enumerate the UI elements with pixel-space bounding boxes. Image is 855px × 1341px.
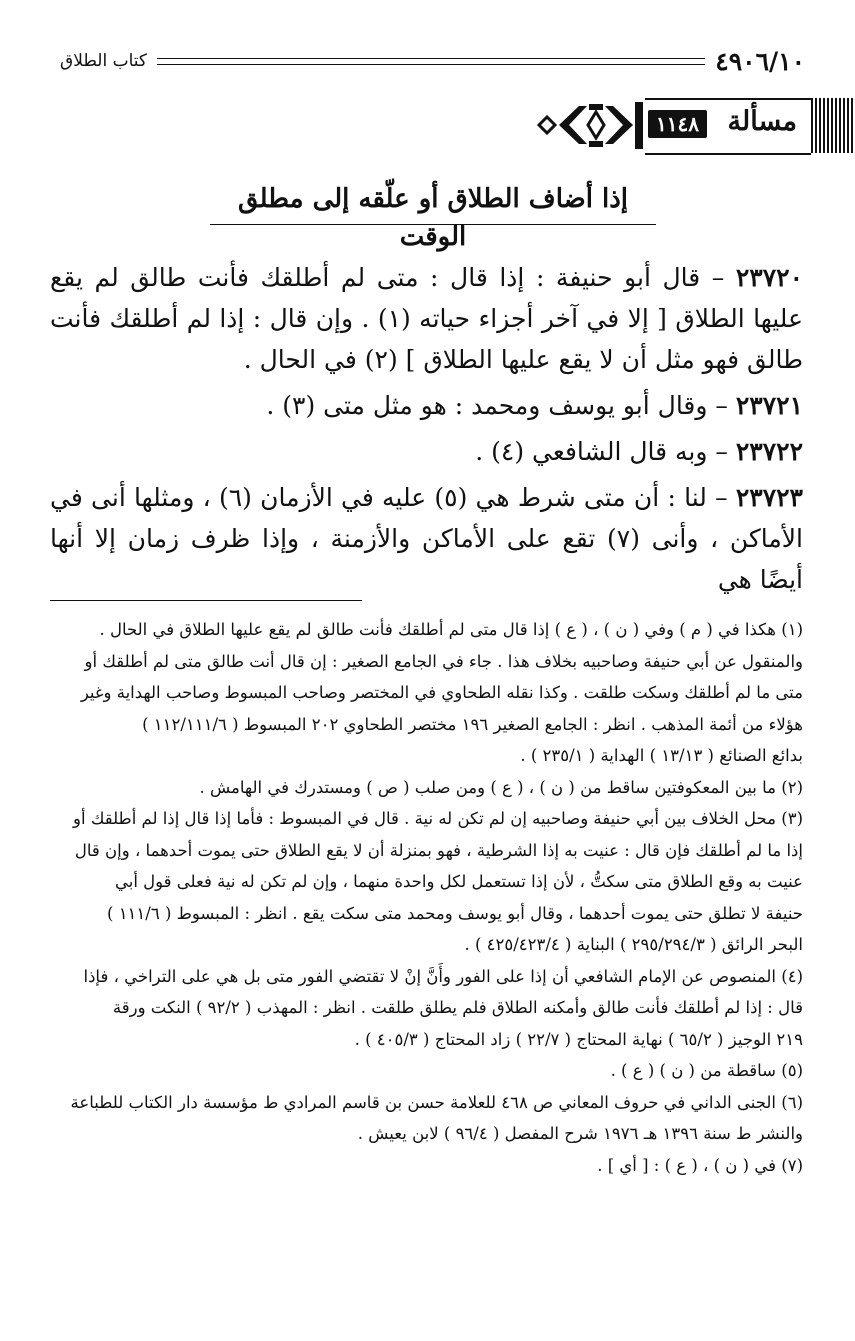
text-line: لا يقع عليها الطلاق ] (٢) في الحال . xyxy=(243,345,614,374)
footnote-line: بدائع الصنائع ( ١٣/١٣ ) الهداية ( ٢٣٥/١ ) . xyxy=(520,746,803,765)
footnote-line: (٧) في ( ن ) ، ( ع ) : [ أي ] . xyxy=(597,1155,803,1175)
text-line: – قال أبو حنيفة : إذا قال : متى لم أطلقك فأنت طالق لم يقع عليها xyxy=(50,263,804,333)
footnotes xyxy=(50,614,803,1181)
footnote-line: قال : إذا لم أطلقك فأنت طالق وأمكنه الطلاق فلم يطلق طلقت . انظر : المهذب ( ٩٢/٢ ) النكت ورقة xyxy=(112,998,803,1017)
paragraph xyxy=(50,477,803,600)
text-line: – وقال أبو يوسف ومحمد : هو مثل متى (٣) . xyxy=(266,391,728,420)
paragraph-number: ٢٣٧٢٣ xyxy=(735,483,803,512)
footnote-line: (٦) الجنى الداني في حروف المعاني ص ٤٦٨ للعلامة حسن بن قاسم المرادي ط مؤسسة دار الكتاب للطباعة xyxy=(70,1092,803,1112)
footnote-line: (٥) ساقطة من ( ن ) ( ع ) . xyxy=(610,1061,803,1080)
footnote-separator xyxy=(50,600,362,601)
footnote-line: (٣) محل الخلاف بين أبي حنيفة وصاحبيه إن لم تكن له نية . قال في المبسوط : فأما إذا قال إذا لم أطلقك أو xyxy=(73,809,803,828)
footnote-line: (٤) المنصوص عن الإمام الشافعي أن إذا على الفور وأَنَّ إنْ لا تقتضي الفور متى بل هي على التراخي ، فإذا xyxy=(83,966,803,986)
text-line: الطلاق [ إلا في آخر أجزاء حياته (١) . وإن قال : إذا لم أطلقك فأنت طالق فهو مثل أن xyxy=(50,304,803,374)
footnote-line: ٢١٩ الوجيز ( ٦٥/٢ ) نهاية المحتاج ( ٢٢/٧ ) زاد المحتاج ( ٤٠٥/٣ ) . xyxy=(354,1029,803,1049)
issue-title: إذا أضاف الطلاق أو علّقه إلى مطلق الوقت xyxy=(210,180,656,225)
running-header xyxy=(60,46,805,76)
masala-banner xyxy=(535,98,855,153)
footnote-line: عنيت به وقع الطلاق متى سكتُّ ، لأن إذا تستعمل لكل واحدة منهما ، وإن لم تكن له نية فعلى قول أبي xyxy=(114,872,803,891)
paragraph xyxy=(50,431,803,472)
text-line: – لنا : أن متى شرط هي (٥) عليه في الأزمان (٦) ، ومثلها أنى في xyxy=(50,483,728,512)
footnote-line: إذا ما لم أطلقك فإن قال : عنيت به إذا الشرطية ، فهو بمنزلة أن لا يقع الطلاق حتى يموت أحدهما ، وإن قال xyxy=(74,840,803,860)
book-title: كتاب الطلاق xyxy=(60,51,147,71)
footnote-line: البحر الرائق ( ٢٩٥/٢٩٤/٣ ) البناية ( ٤٢٥/٤٢٣/٤ ) . xyxy=(464,935,803,954)
main-text xyxy=(50,252,803,600)
ornament-icon xyxy=(535,98,647,153)
footnote-line: هؤلاء من أئمة المذهب . انظر : الجامع الصغير ١٩٦ مختصر الطحاوي ٢٠٢ المبسوط ( ١١٢/١١١/٦ ) xyxy=(142,714,803,734)
paragraph-number: ٢٣٧٢٢ xyxy=(735,437,803,466)
footnote-line: متى ما لم أطلقك وسكت طلقت . وكذا نقله الطحاوي في المختصر وصاحب المبسوط وصاحب الهداية وغير xyxy=(80,683,803,702)
footnote-line: حنيفة لا تطلق حتى يموت أحدهما ، وقال أبو يوسف ومحمد متى سكت يقع . انظر : المبسوط ( ١١١/٦ ) xyxy=(107,903,803,923)
header-rule xyxy=(157,58,705,65)
footnote-line: والنشر ط سنة ١٣٩٦ هـ ١٩٧٦ شرح المفصل ( ٩٦/٤ ) لابن يعيش . xyxy=(357,1124,803,1143)
text-line: الأماكن ، وأنى (٧) تقع على الأماكن والأزمنة ، وإذا ظرف زمان إلا أنها أيضًا هي xyxy=(50,524,803,594)
text-line: – وبه قال الشافعي (٤) . xyxy=(475,437,728,466)
footnote-line: والمنقول عن أبي حنيفة وصاحبيه بخلاف هذا . جاء في الجامع الصغير : إن قال أنت طالق متى لم أطلقك أو xyxy=(84,651,803,671)
paragraph-number: ٢٣٧٢٠ xyxy=(735,263,803,292)
footnote-line: (٢) ما بين المعكوفتين ساقط من ( ن ) ، ( ع ) ومن صلب ( ص ) ومستدرك في الهامش . xyxy=(199,777,803,797)
footnote-line: (١) هكذا في ( م ) وفي ( ن ) ، ( ع ) إذا قال متى لم أطلقك فأنت طالق لم يقع عليها الطلاق في الحال . xyxy=(99,620,803,639)
banner-bars xyxy=(811,98,855,153)
paragraph-number: ٢٣٧٢١ xyxy=(735,391,803,420)
masala-number: ١١٤٨ xyxy=(648,110,707,138)
page-number: ٤٩٠٦/١٠ xyxy=(715,46,805,76)
paragraph xyxy=(50,385,803,426)
paragraph xyxy=(50,257,803,380)
masala-label: مسألة xyxy=(727,106,797,137)
